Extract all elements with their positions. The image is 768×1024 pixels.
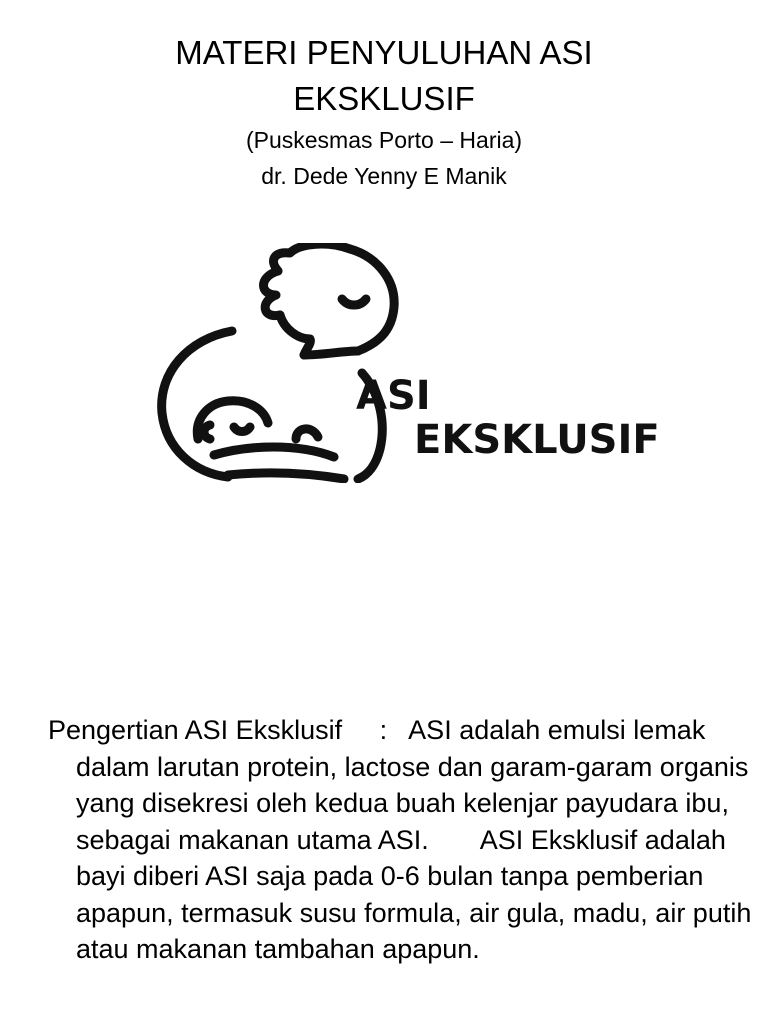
asi-eksklusif-logo <box>128 243 703 483</box>
definition-paragraph: Pengertian ASI Eksklusif : ASI adalah emulsi lemak dalam larutan protein, lactose dan garam-garam organis yang disekresi oleh kedua buah kelenjar payudara ibu, sebagai makanan utama ASI. ASI Eksklusif adalah bayi diberi ASI saja pada 0-6 bulan tanpa pemberian apapun, termasuk susu formula, air gula, madu, air putih atau makanan tambahan apapun. <box>48 715 759 964</box>
slide-subtitle-location: (Puskesmas Porto – Haria) <box>245 127 523 153</box>
logo-text-eksklusif: EKSKLUSIF <box>414 417 660 463</box>
mother-breastfeeding-baby-icon <box>128 243 703 483</box>
logo-text-asi: ASI <box>356 373 431 419</box>
slide-header <box>0 30 768 194</box>
slide-subtitle-author: dr. Dede Yenny E Manik <box>261 163 507 189</box>
slide-title: MATERI PENYULUHAN ASI EKSKLUSIF <box>175 34 593 117</box>
